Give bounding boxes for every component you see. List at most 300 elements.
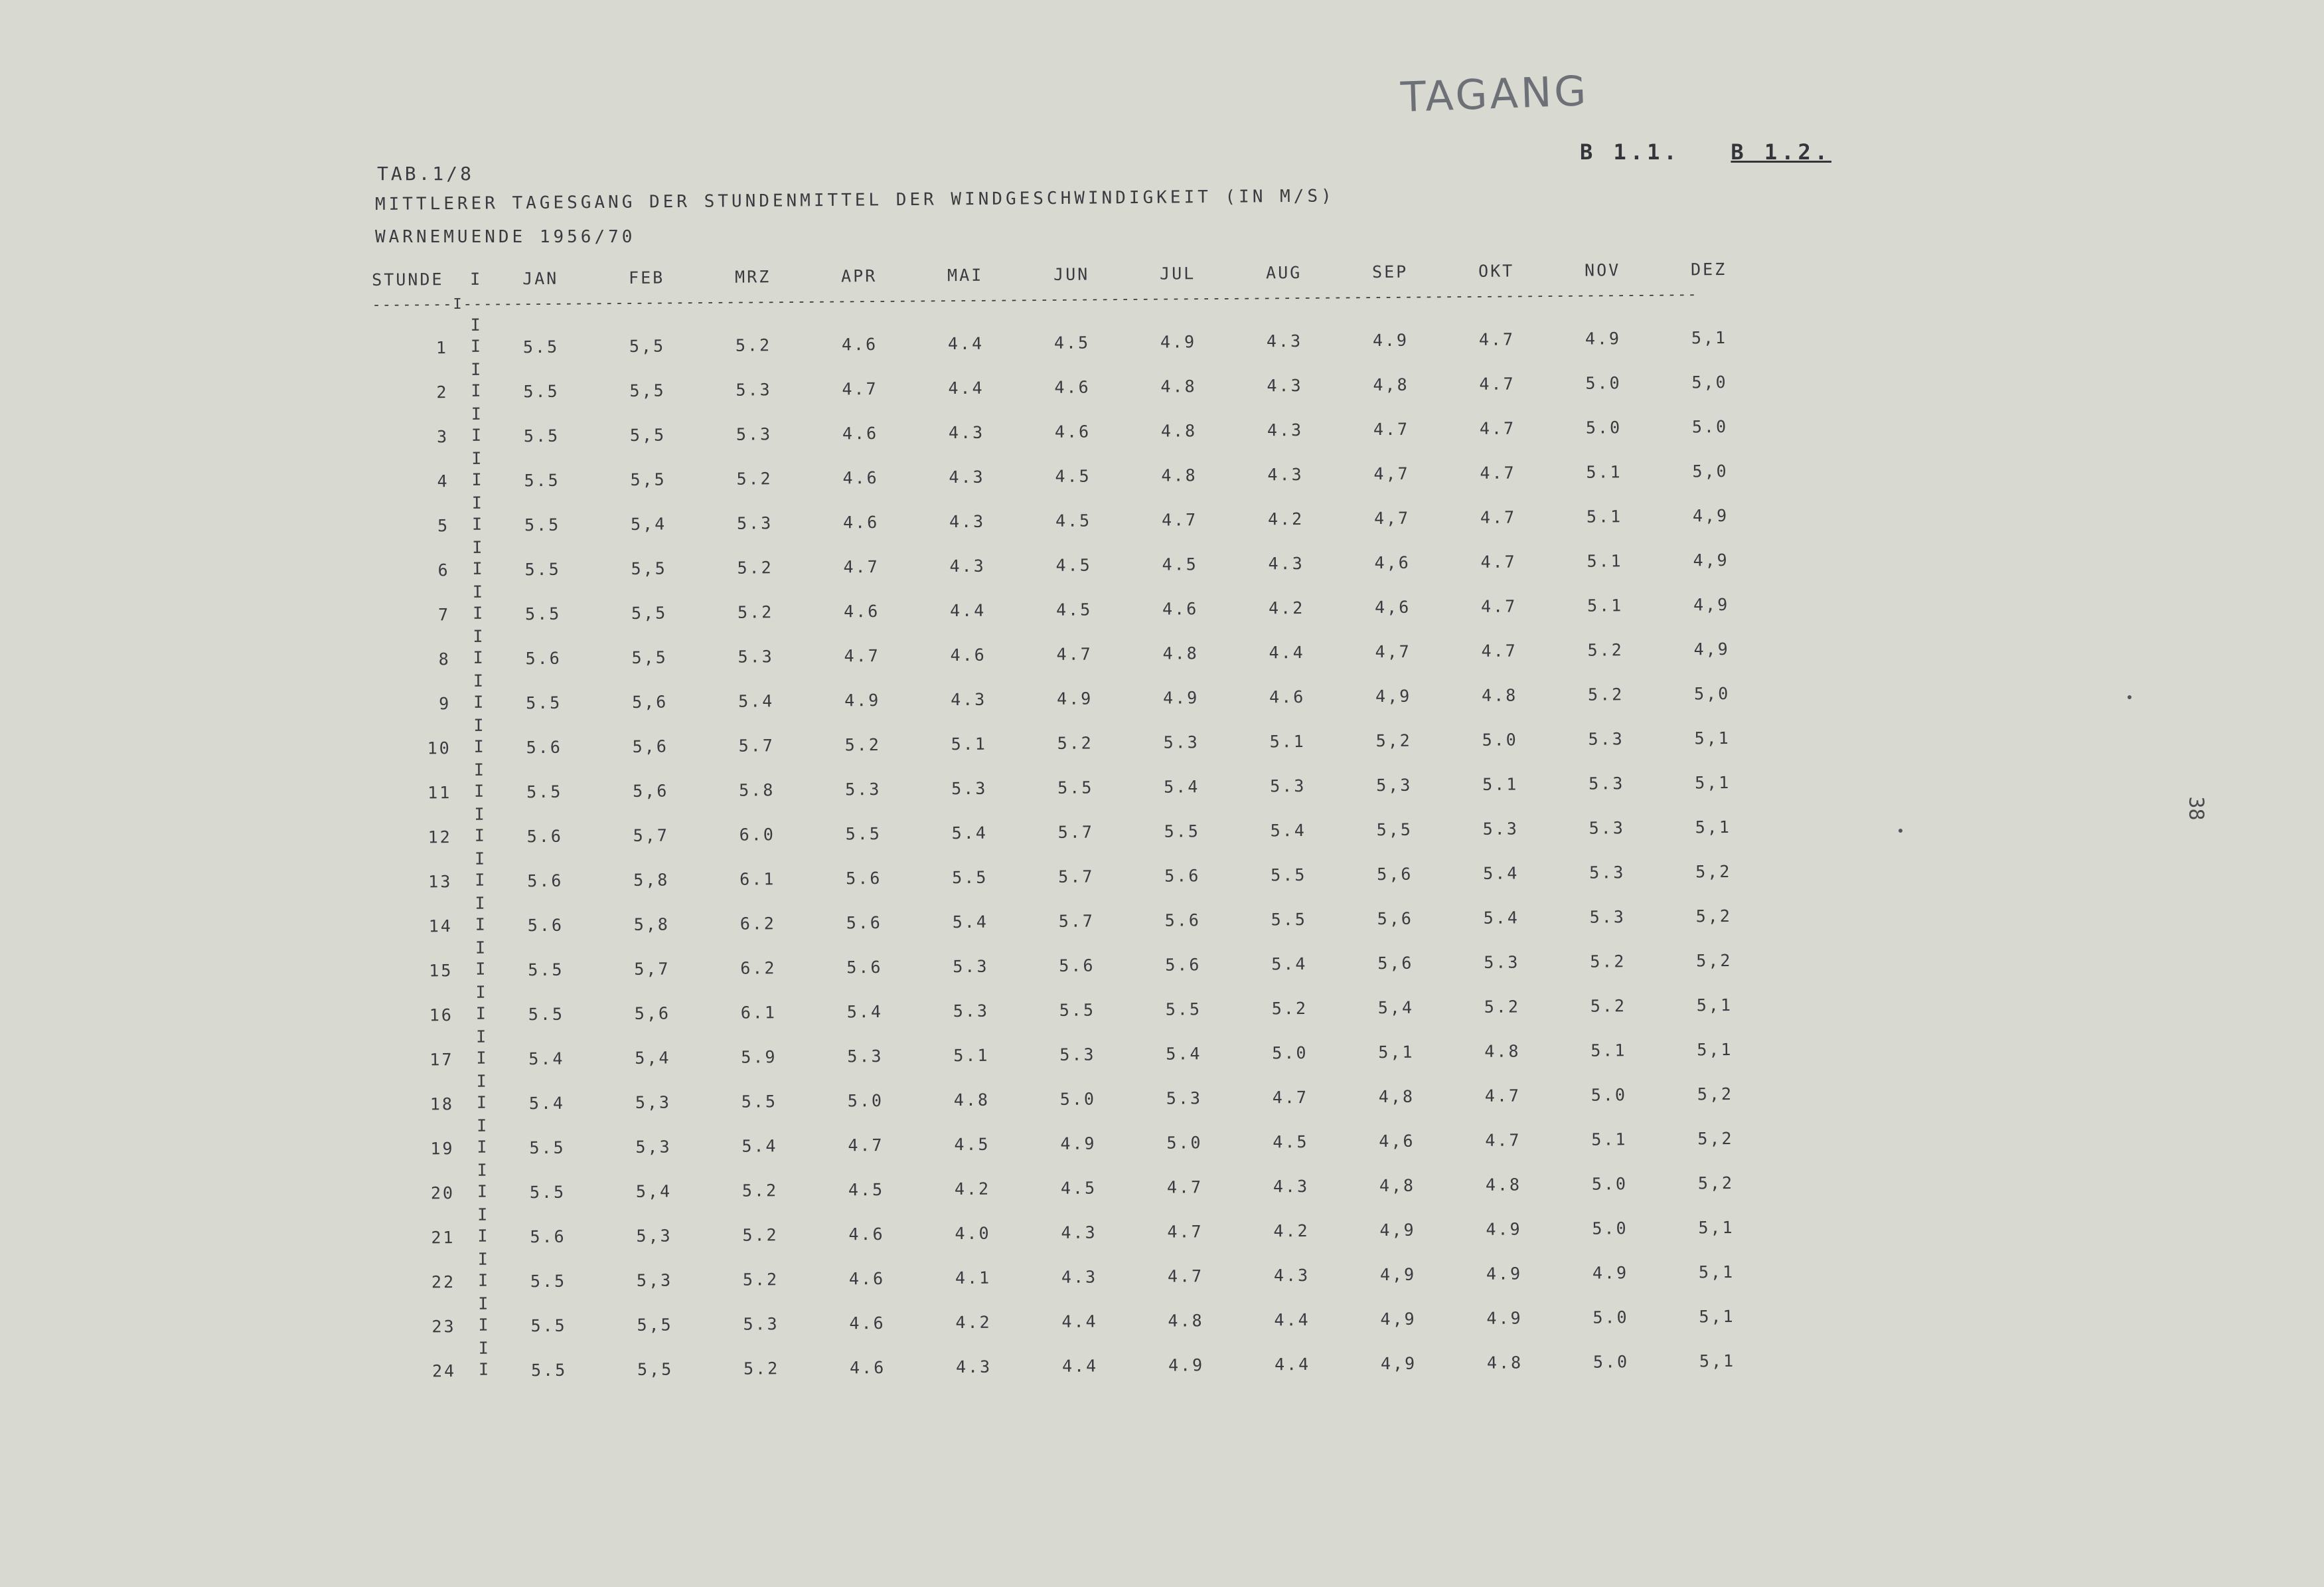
value-cell: 4.6 xyxy=(849,1357,886,1378)
separator-mark: I xyxy=(473,692,486,712)
value-cell: 4.7 xyxy=(1272,1087,1309,1108)
hour-cell: 16 xyxy=(429,1005,454,1025)
value-cell: 4.4 xyxy=(948,378,984,398)
value-cell: 5.2 xyxy=(1484,997,1521,1017)
value-cell: 5.5 xyxy=(523,381,560,402)
value-cell: 4.4 xyxy=(1061,1356,1099,1376)
value-cell: 4.3 xyxy=(1273,1265,1310,1286)
value-cell: 5.2 xyxy=(737,558,773,578)
separator-mark: I xyxy=(471,469,484,489)
value-cell: 4.6 xyxy=(1162,599,1199,619)
value-cell: 5.6 xyxy=(1059,956,1095,975)
separator-mark: I xyxy=(478,1294,491,1313)
separator-mark: I xyxy=(472,558,485,578)
value-cell: 5.2 xyxy=(844,735,881,755)
value-cell: 5.3 xyxy=(1059,1044,1096,1064)
value-cell: 4.7 xyxy=(842,379,878,399)
handwritten-note: TAGANG xyxy=(1399,66,1590,122)
value-cell: 4.6 xyxy=(1054,377,1091,397)
value-cell: 5.3 xyxy=(736,424,773,444)
value-cell: 5.0 xyxy=(1272,1043,1308,1063)
separator-mark: I xyxy=(471,404,483,424)
value-cell: 5,1 xyxy=(1695,817,1731,837)
value-cell: 5.5 xyxy=(530,1315,567,1336)
value-cell: 5.2 xyxy=(1587,640,1624,660)
value-cell: 5.3 xyxy=(1589,863,1626,882)
value-cell: 5.2 xyxy=(1587,685,1624,705)
value-cell: 4.5 xyxy=(1055,466,1091,486)
value-cell: 5.3 xyxy=(1588,774,1625,794)
value-cell: 5,7 xyxy=(634,959,670,979)
column-separator xyxy=(467,624,491,669)
value-cell: 5.6 xyxy=(525,648,562,669)
value-cell: 5,5 xyxy=(630,469,666,489)
value-cell: 4.6 xyxy=(849,1313,886,1333)
value-cell: 5.5 xyxy=(528,960,564,980)
value-cell: 4.6 xyxy=(950,645,986,665)
value-cell: 5.3 xyxy=(847,1046,884,1066)
value-cell: 4.3 xyxy=(949,467,985,487)
value-cell: 5.0 xyxy=(1591,1174,1628,1194)
value-cell: 5,1 xyxy=(1696,995,1733,1015)
value-cell: 4.6 xyxy=(842,468,879,488)
value-cell: 5.0 xyxy=(1592,1352,1630,1372)
hour-cell: 18 xyxy=(429,1094,455,1114)
value-cell: 5.5 xyxy=(530,1271,567,1292)
value-cell: 5.7 xyxy=(1058,911,1095,931)
hour-cell: 17 xyxy=(429,1050,454,1070)
hour-cell: 3 xyxy=(436,427,449,447)
value-cell: 4.2 xyxy=(954,1179,991,1199)
value-cell: 5,2 xyxy=(1696,950,1733,971)
value-cell: 4.3 xyxy=(1061,1222,1097,1242)
value-cell: 5.6 xyxy=(527,871,564,891)
separator-mark: I xyxy=(471,493,484,513)
value-cell: 4,9 xyxy=(1380,1309,1417,1329)
value-cell: 4.8 xyxy=(1160,421,1198,441)
value-cell: 4.8 xyxy=(1486,1353,1523,1373)
value-cell: 4,9 xyxy=(1379,1264,1417,1285)
value-cell: 4.7 xyxy=(1480,552,1517,572)
value-cell: 4,9 xyxy=(1379,1220,1416,1240)
separator-mark: I xyxy=(478,1359,491,1379)
separator-mark: I xyxy=(476,1027,489,1046)
value-cell: 5,1 xyxy=(1698,1262,1735,1282)
value-cell: 5.6 xyxy=(1165,955,1201,975)
value-cell: 4,7 xyxy=(1375,641,1411,662)
separator-mark: I xyxy=(475,1003,489,1023)
hour-cell: 8 xyxy=(438,649,451,669)
value-cell: 5.6 xyxy=(846,868,882,888)
value-cell: 5.3 xyxy=(1589,907,1626,927)
value-cell: 5.0 xyxy=(1482,730,1518,750)
value-cell: 5.5 xyxy=(1059,1000,1096,1020)
value-cell: 5.2 xyxy=(1590,952,1626,971)
reference-code-1: B 1.1. xyxy=(1580,139,1681,165)
page-number: 38 xyxy=(2184,796,2208,821)
value-cell: 5.6 xyxy=(1164,910,1201,930)
value-cell: 5,6 xyxy=(1377,953,1414,973)
header-month: MAI xyxy=(947,265,984,285)
separator-mark: I xyxy=(473,736,486,756)
value-cell: 5.3 xyxy=(953,1001,990,1021)
separator-mark: I xyxy=(475,893,487,913)
value-cell: 4.4 xyxy=(1061,1311,1098,1331)
value-cell: 5,6 xyxy=(634,1003,671,1023)
separator-mark: I xyxy=(474,849,487,869)
value-cell: 5,1 xyxy=(1697,1039,1733,1060)
value-cell: 5.5 xyxy=(524,470,560,491)
value-cell: 5.1 xyxy=(1591,1129,1628,1149)
value-cell: 4.9 xyxy=(1168,1355,1205,1375)
value-cell: 4.7 xyxy=(1480,596,1517,616)
value-cell: 4.8 xyxy=(1161,465,1198,485)
value-cell: 5.2 xyxy=(743,1359,780,1378)
value-cell: 5.1 xyxy=(1586,507,1623,527)
value-cell: 5.2 xyxy=(1590,996,1627,1016)
separator-mark: I xyxy=(477,1116,489,1135)
value-cell: 4.3 xyxy=(1273,1176,1310,1197)
value-cell: 4.3 xyxy=(951,689,987,710)
value-cell: 5.1 xyxy=(1590,1041,1627,1060)
column-separator xyxy=(466,446,489,491)
value-cell: 4.6 xyxy=(842,424,879,444)
value-cell: 5.4 xyxy=(1483,908,1519,928)
value-cell: 4.5 xyxy=(1055,555,1092,575)
value-cell: 5.1 xyxy=(1482,774,1519,794)
value-cell: 5,6 xyxy=(632,736,668,756)
value-cell: 4.6 xyxy=(1054,422,1091,442)
hour-cell: 4 xyxy=(437,471,449,491)
column-separator xyxy=(472,1203,495,1247)
reference-code-2: B 1.2. xyxy=(1731,139,1831,165)
value-cell: 5,2 xyxy=(1697,1128,1734,1149)
value-cell: 5.4 xyxy=(528,1093,566,1114)
column-separator xyxy=(470,980,493,1025)
value-cell: 5.6 xyxy=(527,915,564,936)
value-cell: 5,5 xyxy=(631,603,668,623)
separator-mark: I xyxy=(473,647,485,667)
value-cell: 4.7 xyxy=(1167,1266,1204,1286)
separator-mark: I xyxy=(473,715,486,735)
hour-cell: 12 xyxy=(427,827,452,847)
value-cell: 5.4 xyxy=(1271,954,1308,974)
column-separator xyxy=(465,313,489,357)
value-cell: 5.7 xyxy=(738,736,775,756)
value-cell: 5.1 xyxy=(1587,551,1623,571)
value-cell: 5.6 xyxy=(530,1226,566,1247)
value-cell: 5,4 xyxy=(635,1181,672,1201)
value-cell: 5.7 xyxy=(1058,867,1095,886)
value-cell: 4.7 xyxy=(844,646,880,666)
value-cell: 4.8 xyxy=(1484,1041,1521,1061)
value-cell: 5.6 xyxy=(846,912,883,933)
separator-mark: I xyxy=(472,582,485,602)
separator-mark: I xyxy=(477,1249,490,1269)
header-month: MRZ xyxy=(734,266,771,287)
value-cell: 5.0 xyxy=(847,1090,884,1111)
value-cell: 5.3 xyxy=(1270,776,1306,796)
value-cell: 6.2 xyxy=(739,914,777,934)
value-cell: 4,6 xyxy=(1374,552,1411,573)
value-cell: 4.5 xyxy=(1060,1178,1097,1198)
column-separator xyxy=(471,1025,494,1069)
value-cell: 5.5 xyxy=(741,1092,778,1112)
column-separator xyxy=(467,535,490,580)
value-cell: 6.1 xyxy=(740,1003,777,1023)
value-cell: 4.4 xyxy=(1274,1354,1311,1375)
value-cell: 4.9 xyxy=(1585,329,1622,349)
value-cell: 5.5 xyxy=(524,604,562,624)
value-cell: 4.2 xyxy=(1273,1220,1310,1241)
value-cell: 4.5 xyxy=(1055,511,1092,531)
value-cell: 4.7 xyxy=(1373,419,1410,440)
value-cell: 5,3 xyxy=(635,1137,672,1157)
header-month: DEZ xyxy=(1690,259,1727,279)
value-cell: 5.3 xyxy=(737,647,774,667)
value-cell: 5.3 xyxy=(1588,818,1625,838)
value-cell: 4.5 xyxy=(848,1179,885,1200)
value-cell: 4.8 xyxy=(1168,1311,1204,1331)
value-cell: 5,3 xyxy=(1376,775,1413,795)
value-cell: 5.4 xyxy=(846,1001,884,1022)
value-cell: 5,6 xyxy=(1377,864,1413,884)
column-separator xyxy=(469,758,492,802)
hour-cell: 14 xyxy=(428,916,453,936)
header-month: AUG xyxy=(1265,262,1302,282)
value-cell: 4.0 xyxy=(955,1223,991,1244)
separator-mark: I xyxy=(472,537,485,557)
value-cell: 5.9 xyxy=(741,1047,777,1067)
table-id: TAB.1/8 xyxy=(377,163,475,185)
value-cell: 5.1 xyxy=(1587,596,1624,616)
column-separator xyxy=(469,847,493,891)
separator-mark: I xyxy=(473,603,485,623)
value-cell: 5,2 xyxy=(1695,906,1732,926)
value-cell: 5.5 xyxy=(526,782,563,802)
column-separator xyxy=(471,1114,495,1158)
value-cell: 5.5 xyxy=(530,1360,568,1380)
value-cell: 5,5 xyxy=(637,1359,674,1379)
value-cell: 5,1 xyxy=(1698,1217,1735,1238)
value-cell: 5,2 xyxy=(1375,730,1412,751)
dashed-divider: --------I-------------------------------------------------------------------------------------------------------------------------- xyxy=(372,286,1698,313)
separator-mark: I xyxy=(477,1226,490,1246)
value-cell: 5.5 xyxy=(529,1182,566,1203)
value-cell: 5.5 xyxy=(522,337,560,357)
value-cell: 5.4 xyxy=(952,912,989,932)
value-cell: 4.9 xyxy=(1060,1133,1097,1153)
value-cell: 5,8 xyxy=(633,870,670,890)
separator-mark: I xyxy=(470,315,483,335)
separator-mark: I xyxy=(474,825,487,845)
value-cell: 4.3 xyxy=(1267,464,1304,485)
value-cell: 5.3 xyxy=(1482,819,1519,839)
value-cell: 5,5 xyxy=(1376,819,1413,840)
hour-cell: 19 xyxy=(430,1139,455,1159)
header-month: APR xyxy=(840,266,878,286)
column-separator xyxy=(471,1069,495,1114)
value-cell: 6.0 xyxy=(739,825,775,845)
separator-mark: I xyxy=(476,1071,489,1091)
value-cell: 5,2 xyxy=(1697,1173,1735,1193)
value-cell: 5.5 xyxy=(952,867,988,888)
value-cell: 5.5 xyxy=(523,426,560,446)
hour-cell: 24 xyxy=(431,1361,457,1381)
value-cell: 4.8 xyxy=(1162,643,1199,663)
column-separator xyxy=(469,891,493,936)
header-stunde: STUNDE xyxy=(372,269,444,290)
hour-cell: 10 xyxy=(427,738,451,758)
value-cell: 4,6 xyxy=(1379,1131,1415,1151)
value-cell: 5.6 xyxy=(846,957,883,977)
value-cell: 5,6 xyxy=(633,781,669,801)
value-cell: 4.6 xyxy=(843,602,880,622)
value-cell: 5.5 xyxy=(1165,999,1202,1019)
value-cell: 5,2 xyxy=(1697,1084,1734,1104)
value-cell: 4.2 xyxy=(955,1312,992,1333)
value-cell: 4,9 xyxy=(1380,1353,1417,1374)
value-cell: 5.1 xyxy=(1586,462,1622,482)
value-cell: 4.4 xyxy=(1269,642,1305,663)
separator-mark: I xyxy=(471,448,484,468)
separator-mark: I xyxy=(475,959,488,979)
value-cell: 5,3 xyxy=(636,1270,673,1290)
hour-cell: 1 xyxy=(435,338,449,358)
value-cell: 5,2 xyxy=(1695,861,1732,882)
hour-cell: 13 xyxy=(428,872,453,892)
value-cell: 6.2 xyxy=(740,958,777,978)
header-month: JAN xyxy=(522,268,559,288)
value-cell: 4.7 xyxy=(1479,418,1516,438)
column-separator xyxy=(473,1247,496,1292)
table-title: MITTLERER TAGESGANG DER STUNDENMITTEL DER WINDGESCHWINDIGKEIT (IN M/S) xyxy=(374,186,1335,214)
value-cell: 4.7 xyxy=(1056,644,1093,664)
value-cell: 4.9 xyxy=(1160,332,1197,352)
value-cell: 5.4 xyxy=(528,1048,565,1069)
separator-mark: I xyxy=(471,425,484,445)
value-cell: 4.9 xyxy=(1486,1308,1523,1328)
value-cell: 5.8 xyxy=(739,780,775,800)
value-cell: 4.3 xyxy=(1267,375,1303,396)
value-cell: 4.9 xyxy=(1372,330,1409,351)
value-cell: 5.3 xyxy=(1588,729,1624,749)
separator-mark: I xyxy=(474,804,487,824)
value-cell: 5.0 xyxy=(1592,1307,1629,1327)
value-cell: 4.4 xyxy=(1274,1309,1310,1330)
value-cell: 5.5 xyxy=(526,693,562,713)
separator-mark: I xyxy=(475,870,487,890)
column-separator xyxy=(468,713,491,758)
value-cell: 4.3 xyxy=(1266,331,1303,351)
value-cell: 5.2 xyxy=(736,469,773,489)
value-cell: 4,8 xyxy=(1379,1175,1416,1196)
value-cell: 4.4 xyxy=(949,600,986,621)
value-cell: 5.5 xyxy=(1271,865,1307,885)
value-cell: 5,8 xyxy=(633,914,670,934)
value-cell: 5.0 xyxy=(1590,1085,1628,1105)
column-separator xyxy=(469,802,492,847)
value-cell: 4.5 xyxy=(1055,600,1093,620)
value-cell: 4.7 xyxy=(843,557,880,577)
header-separator: I xyxy=(470,269,483,289)
separator-mark: I xyxy=(475,914,487,934)
value-cell: 5,5 xyxy=(629,425,666,445)
value-cell: 5.4 xyxy=(741,1136,778,1156)
separator-mark: I xyxy=(477,1270,491,1290)
value-cell: 5.2 xyxy=(1057,733,1093,753)
value-cell: 4.7 xyxy=(1478,329,1515,349)
value-cell: 4.8 xyxy=(1485,1175,1522,1195)
separator-mark: I xyxy=(476,1092,489,1112)
value-cell: 5.3 xyxy=(736,513,773,533)
value-cell: 4.9 xyxy=(844,691,881,710)
separator-mark: I xyxy=(477,1137,489,1157)
value-cell: 5,5 xyxy=(631,558,667,578)
separator-mark: I xyxy=(471,380,483,400)
hour-cell: 7 xyxy=(437,605,451,625)
value-cell: 5.3 xyxy=(743,1314,779,1334)
separator-mark: I xyxy=(473,671,486,691)
value-cell: 5.5 xyxy=(1271,909,1308,930)
value-cell: 5,0 xyxy=(1691,372,1728,392)
value-cell: 4.9 xyxy=(1592,1263,1629,1283)
value-cell: 5.0 xyxy=(1166,1133,1203,1153)
value-cell: 5.5 xyxy=(524,559,561,580)
value-cell: 5.5 xyxy=(845,823,882,844)
value-cell: 4.3 xyxy=(955,1357,992,1377)
value-cell: 4.3 xyxy=(1268,553,1304,574)
value-cell: 4.3 xyxy=(1061,1267,1098,1287)
value-cell: 5.4 xyxy=(1166,1044,1202,1064)
value-cell: 4.7 xyxy=(1481,641,1517,661)
value-cell: 4.3 xyxy=(948,422,985,443)
value-cell: 4.7 xyxy=(1479,374,1515,394)
dust-speck xyxy=(1898,829,1902,833)
hour-cell: 20 xyxy=(430,1183,455,1203)
column-separator xyxy=(467,580,491,624)
header-month: FEB xyxy=(629,268,665,288)
value-cell: 5.3 xyxy=(1166,1088,1203,1108)
hour-cell: 21 xyxy=(431,1228,455,1248)
separator-mark: I xyxy=(474,781,487,801)
value-cell: 4.7 xyxy=(1484,1086,1521,1106)
hour-cell: 6 xyxy=(437,560,450,580)
column-separator xyxy=(470,936,493,980)
value-cell: 5.1 xyxy=(1269,731,1306,752)
value-cell: 5,1 xyxy=(1691,327,1728,348)
separator-mark: I xyxy=(476,1048,489,1068)
wind-speed-table xyxy=(372,252,1770,1381)
value-cell: 4.3 xyxy=(1267,420,1304,440)
value-cell: 5.4 xyxy=(951,823,988,843)
value-cell: 5.2 xyxy=(1271,998,1308,1019)
value-cell: 4,9 xyxy=(1693,594,1730,615)
value-cell: 4.6 xyxy=(841,335,878,355)
value-cell: 5,4 xyxy=(630,514,667,534)
separator-mark: I xyxy=(478,1338,491,1358)
value-cell: 5.3 xyxy=(953,956,989,977)
reference-codes xyxy=(1580,139,1831,165)
value-cell: 5,5 xyxy=(631,647,668,667)
value-cell: 4.5 xyxy=(1162,554,1198,574)
value-cell: 5,0 xyxy=(1693,683,1731,704)
hour-cell: 2 xyxy=(436,382,449,402)
dust-speck xyxy=(2128,695,2131,699)
value-cell: 5.2 xyxy=(737,602,774,622)
value-cell: 5.2 xyxy=(742,1270,779,1290)
value-cell: 4.7 xyxy=(1480,507,1517,527)
